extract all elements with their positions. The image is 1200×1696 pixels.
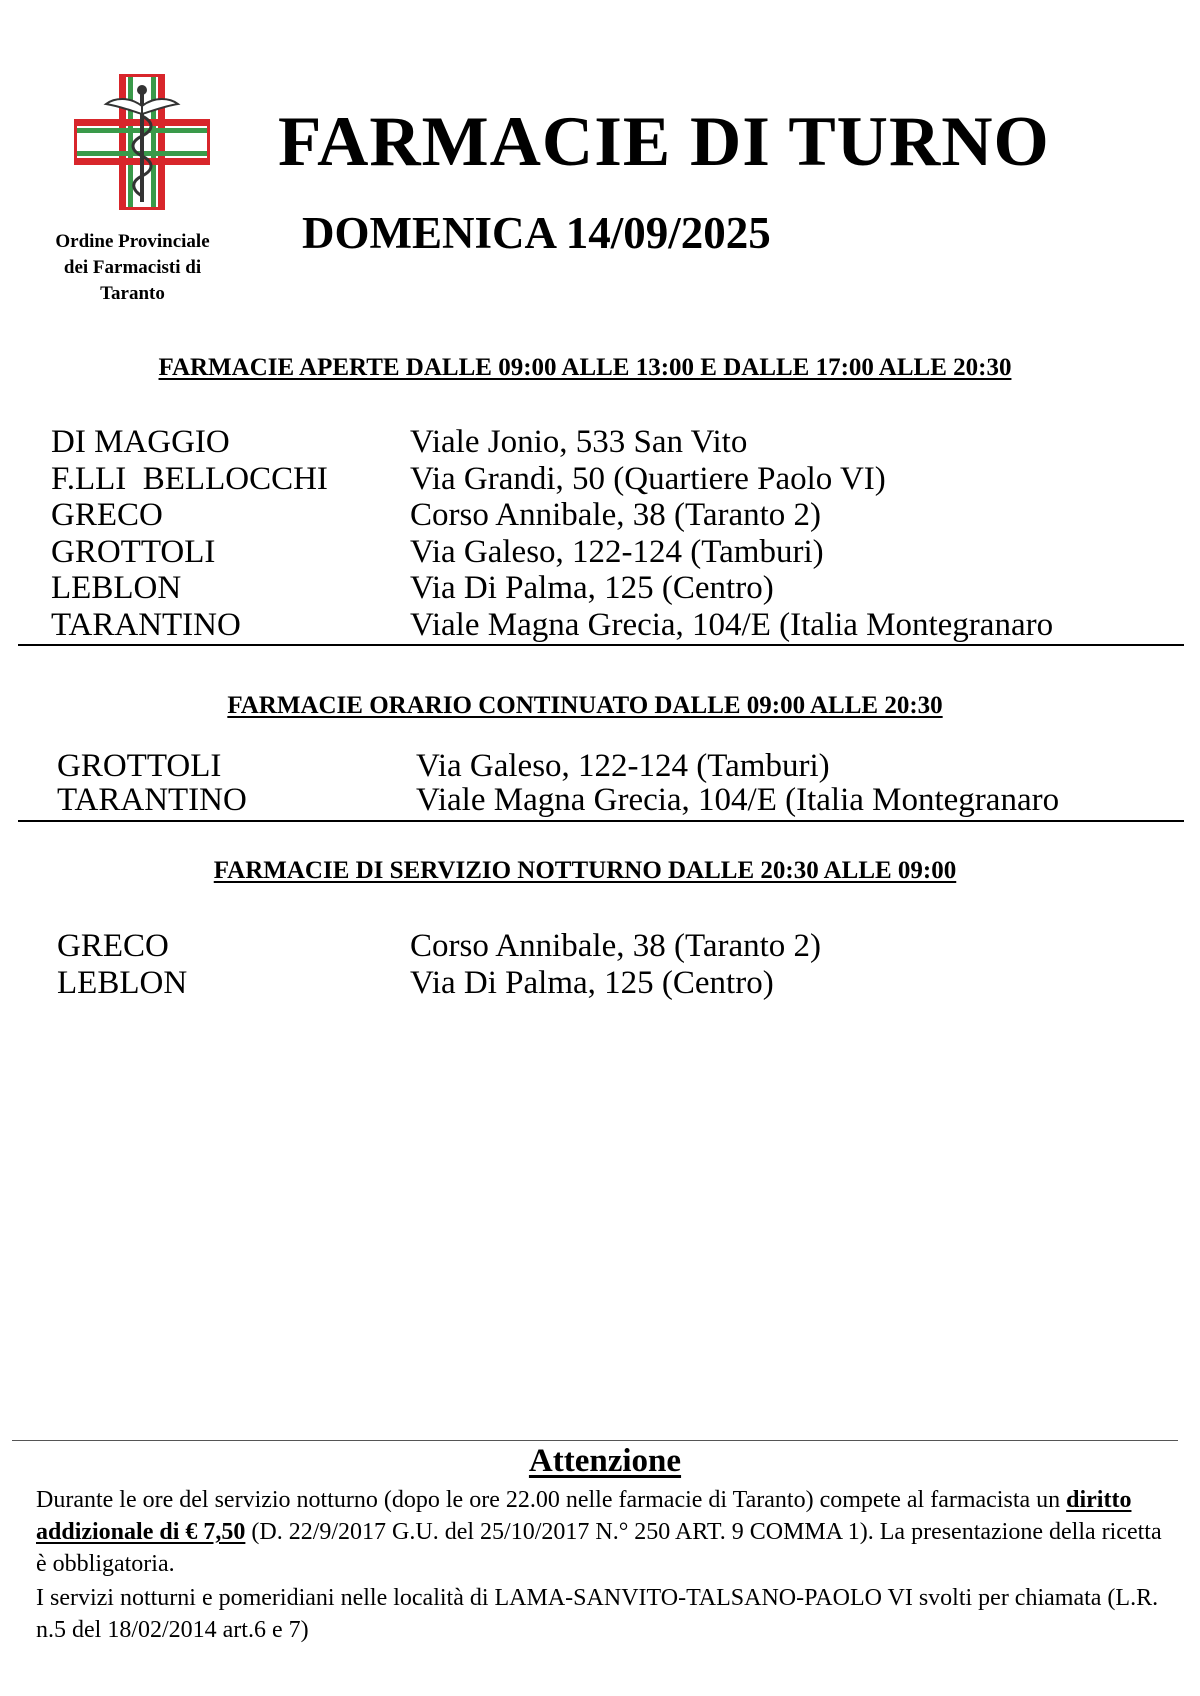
page-subtitle-date: DOMENICA 14/09/2025 [302, 208, 771, 258]
pharmacy-name: F.LLI BELLOCCHI [51, 460, 328, 497]
pharmacy-row [0, 748, 1200, 782]
pharmacy-row [0, 782, 1200, 816]
org-name-line-1: Ordine Provinciale [55, 231, 210, 252]
pharmacy-row [0, 534, 1200, 571]
organization-name [30, 229, 235, 307]
pharmacy-address: Viale Magna Grecia, 104/E (Italia Montegranaro [416, 782, 1060, 818]
section-divider [18, 644, 1184, 646]
pharmacy-name: GRECO [51, 497, 163, 534]
page-title: FARMACIE DI TURNO [278, 103, 1050, 181]
pharmacy-address: Corso Annibale, 38 (Taranto 2) [410, 928, 822, 964]
section-heading-continuato [0, 690, 1170, 722]
attention-title-text: Attenzione [528, 1443, 682, 1479]
pharmacy-address: Via Di Palma, 125 (Centro) [410, 964, 774, 1001]
attention-p1-before: Durante le ore del servizio notturno (dopo le ore 22.00 nelle farmacie di Taranto) compete al farmacista un [36, 1487, 1067, 1513]
pharmacy-name: GRECO [57, 928, 169, 964]
pharmacy-name: GROTTOLI [57, 748, 222, 784]
pharmacy-row [0, 928, 1200, 965]
attention-title [0, 1441, 1200, 1481]
pharmacy-address: Corso Annibale, 38 (Taranto 2) [410, 497, 822, 534]
attention-p1-after: (D. 22/9/2017 G.U. del 25/10/2017 N.° 250 ART. 9 COMMA 1). La presentazione della ricetta è obbligatoria. [36, 1519, 1162, 1577]
pharmacy-list-aperte [0, 424, 1200, 644]
pharmacy-address: Via Galeso, 122-124 (Tamburi) [410, 533, 824, 570]
pharmacy-address: Via Galeso, 122-124 (Tamburi) [416, 748, 830, 784]
pharmacy-address: Via Grandi, 50 (Quartiere Paolo VI) [410, 460, 886, 497]
pharmacy-row [0, 570, 1200, 607]
pharmacy-row [0, 461, 1200, 498]
section-divider [18, 820, 1184, 822]
pharmacy-row [0, 965, 1200, 1002]
pharmacy-name: DI MAGGIO [51, 424, 230, 460]
attention-paragraph-2: I servizi notturni e pomeridiani nelle località di LAMA-SANVITO-TALSANO-PAOLO VI svolti per chiamata (L.R. n.5 del 18/02/2014 art.6 e 7) [36, 1585, 1159, 1643]
pharmacy-row [0, 497, 1200, 534]
caduceus-cross-icon [74, 74, 210, 210]
pharmacy-name: LEBLON [51, 570, 182, 607]
org-name-line-2: dei Farmacisti di [63, 257, 202, 278]
pharmacy-address: Viale Magna Grecia, 104/E (Italia Montegranaro [410, 606, 1054, 643]
logo [74, 74, 210, 210]
pharmacy-address: Viale Jonio, 533 San Vito [410, 424, 748, 460]
section-heading-notturno [0, 855, 1170, 887]
section-heading-aperte [0, 352, 1170, 384]
pharmacy-list-notturno [0, 928, 1200, 1001]
pharmacy-row [0, 424, 1200, 461]
section-heading-text: FARMACIE DI SERVIZIO NOTTURNO DALLE 20:30 ALLE 09:00 [213, 857, 957, 884]
attention-p1-bold: diritto addizionale di € 7,50 [36, 1487, 1132, 1545]
pharmacy-row [0, 607, 1200, 644]
attention-paragraph-1 [36, 1484, 1176, 1580]
pharmacy-address: Via Di Palma, 125 (Centro) [410, 570, 774, 607]
pharmacy-name: TARANTINO [57, 782, 247, 818]
section-heading-text: FARMACIE ORARIO CONTINUATO DALLE 09:00 ALLE 20:30 [227, 692, 943, 719]
pharmacy-name: GROTTOLI [51, 533, 216, 570]
pharmacy-name: TARANTINO [51, 606, 241, 643]
org-name-line-3: Taranto [100, 283, 165, 304]
section-heading-text: FARMACIE APERTE DALLE 09:00 ALLE 13:00 E DALLE 17:00 ALLE 20:30 [158, 354, 1012, 381]
pharmacy-name: LEBLON [57, 964, 188, 1001]
pharmacy-list-continuato [0, 748, 1200, 816]
